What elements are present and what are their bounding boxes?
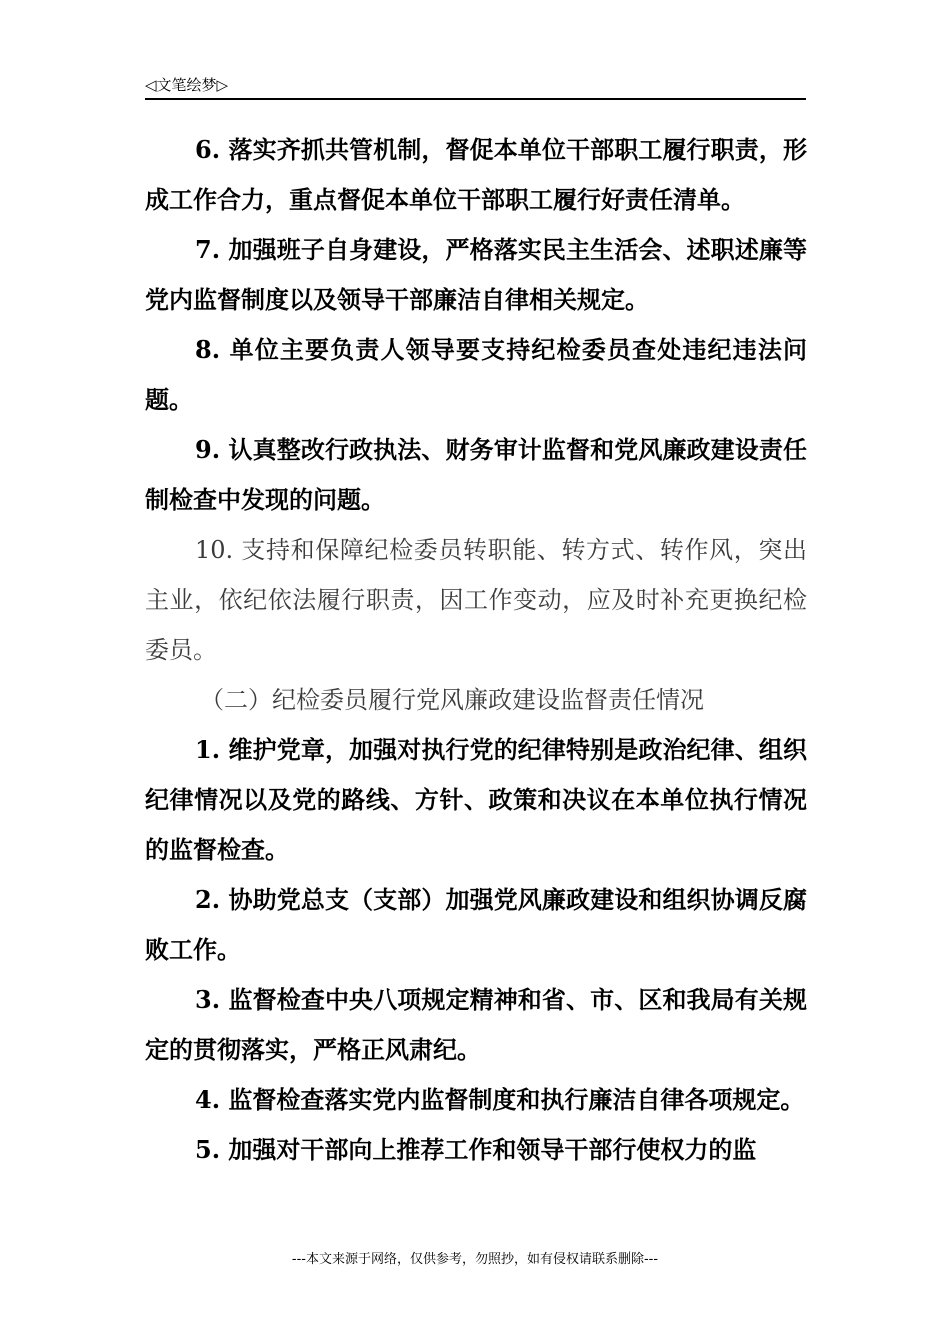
paragraph-duty-4: 4. 监督检查落实党内监督制度和执行廉洁自律各项规定。 — [195, 1085, 805, 1114]
header-text: ◁文笔绘梦▷ — [145, 76, 229, 94]
paragraph-duty-3: 3. 监督检查中央八项规定精神和省、市、区和我局有关规定的贯彻落实，严格正风肃纪。 — [145, 985, 807, 1064]
page-header — [145, 72, 806, 100]
paragraph-duty-2: 2. 协助党总支（支部）加强党风廉政建设和组织协调反腐败工作。 — [145, 885, 807, 964]
paragraph-duty-5: 5. 加强对干部向上推荐工作和领导干部行使权力的监 — [195, 1135, 757, 1164]
document-body — [145, 125, 807, 1175]
paragraph-item-10: 10. 支持和保障纪检委员转职能、转方式、转作风，突出主业，依纪依法履行职责，因工作变动，应及时补充更换纪检委员。 — [145, 536, 807, 664]
paragraph-item-7: 7. 加强班子自身建设，严格落实民主生活会、述职述廉等党内监督制度以及领导干部廉洁自律相关规定。 — [145, 235, 807, 314]
paragraph-item-9: 9. 认真整改行政执法、财务审计监督和党风廉政建设责任制检查中发现的问题。 — [145, 435, 807, 514]
paragraph-duty-1: 1. 维护党章，加强对执行党的纪律特别是政治纪律、组织纪律情况以及党的路线、方针、政策和决议在本单位执行情况的监督检查。 — [145, 735, 807, 864]
paragraph-item-6: 6. 落实齐抓共管机制，督促本单位干部职工履行职责，形成工作合力，重点督促本单位干部职工履行好责任清单。 — [145, 135, 807, 214]
page-footer: ---本文来源于网络，仅供参考，勿照抄，如有侵权请联系删除--- — [291, 1252, 659, 1267]
section-heading: （二）纪检委员履行党风廉政建设监督责任情况 — [200, 686, 704, 714]
paragraph-item-8: 8. 单位主要负责人领导要支持纪检委员查处违纪违法问题。 — [145, 335, 807, 414]
